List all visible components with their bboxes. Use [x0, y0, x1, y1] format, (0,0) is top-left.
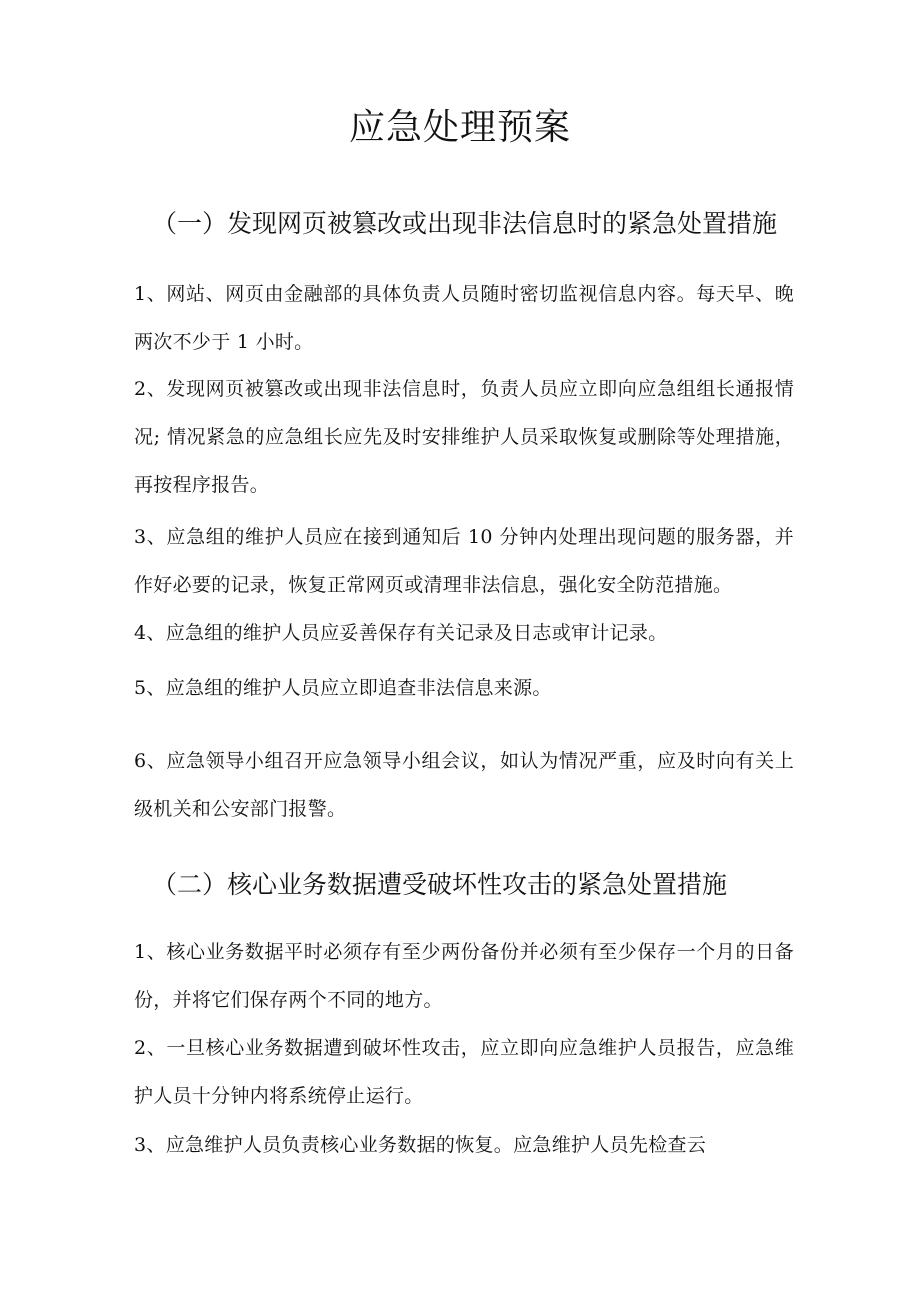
section-1-item-4: 4、应急组的维护人员应妥善保存有关记录及日志或审计记录。: [134, 622, 668, 644]
section-1-item-1: 1、网站、网页由金融部的具体负责人员随时密切监视信息内容。每天早、晚两次不少于 1 小时。: [134, 283, 794, 353]
section-1-item-5: 5、应急组的维护人员应立即追查非法信息来源。: [134, 677, 552, 699]
section-1-item-3: 3、应急组的维护人员应在接到通知后 10 分钟内处理出现问题的服务器，并作好必要的记录，恢复正常网页或清理非法信息，强化安全防范措施。: [134, 526, 794, 596]
section-1-item-2: 2、发现网页被篡改或出现非法信息时，负责人员应立即向应急组组长通报情况; 情况紧急的应急组长应先及时安排维护人员采取恢复或删除等处理措施，再按程序报告。: [134, 378, 794, 496]
section-1-item-6: 6、应急领导小组召开应急领导小组会议，如认为情况严重，应及时向有关上级机关和公安部门报警。: [134, 750, 794, 820]
document-title: 应急处理预案: [348, 107, 571, 148]
section-1-heading: （一）发现网页被篡改或出现非法信息时的紧急处置措施: [152, 209, 778, 238]
section-2-item-2: 2、一旦核心业务数据遭到破坏性攻击，应立即向应急维护人员报告，应急维护人员十分钟内将系统停止运行。: [134, 1037, 794, 1107]
section-2-item-3: 3、应急维护人员负责核心业务数据的恢复。应急维护人员先检查云: [134, 1134, 707, 1156]
section-2-heading: （二）核心业务数据遭受破坏性攻击的紧急处置措施: [152, 870, 728, 899]
section-2-item-1: 1、核心业务数据平时必须存有至少两份备份并必须有至少保存一个月的日备份，并将它们保存两个不同的地方。: [134, 941, 794, 1011]
